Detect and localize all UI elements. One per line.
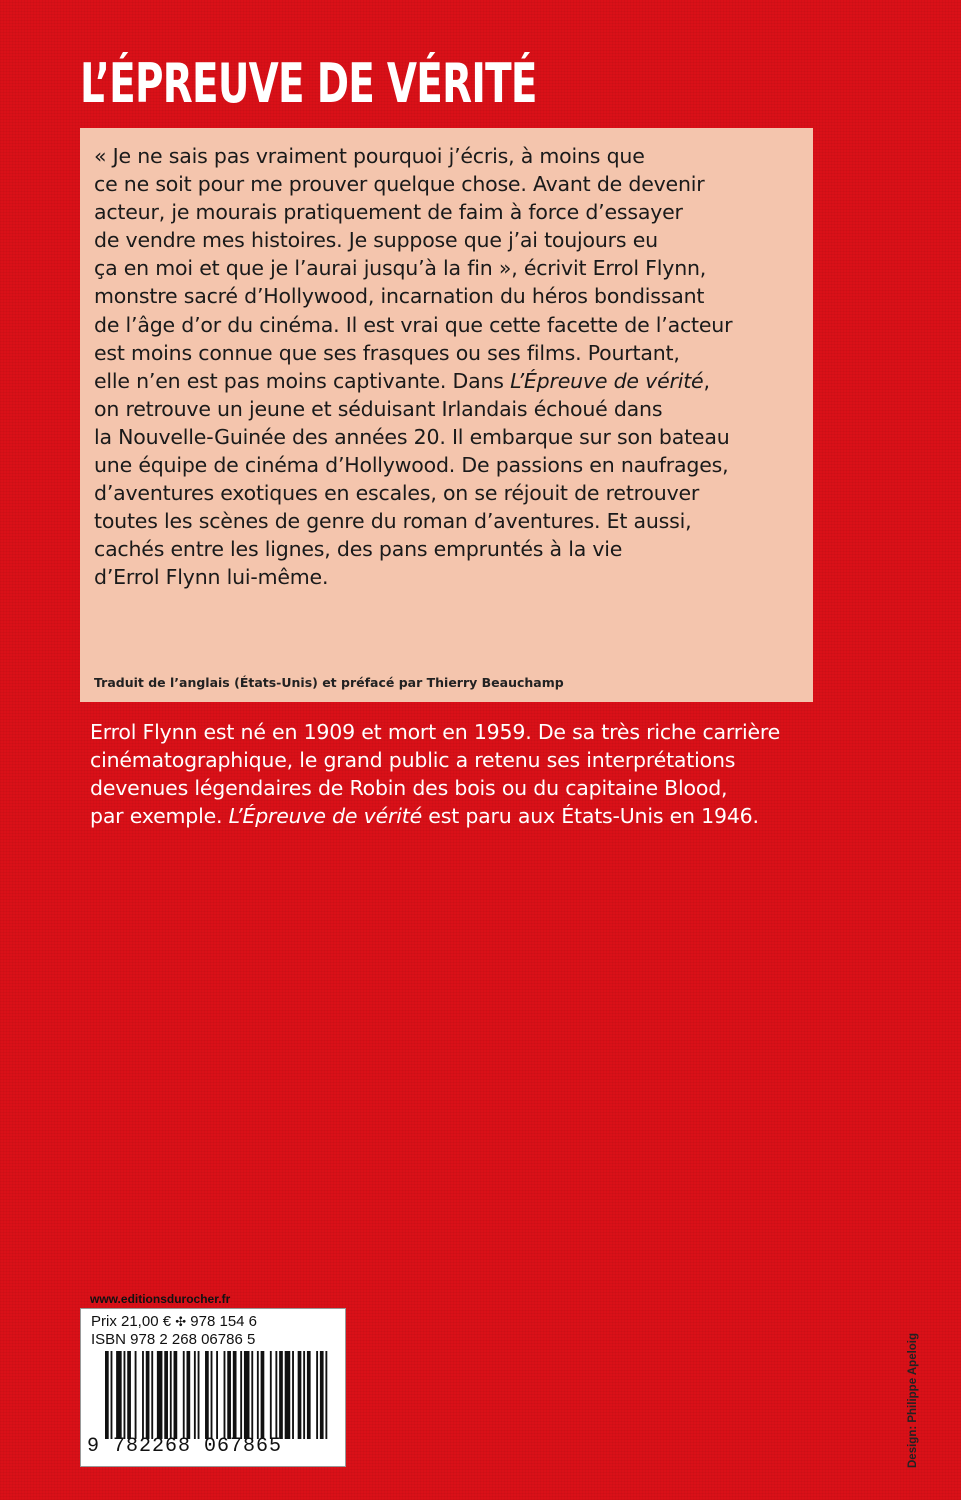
- synopsis-line: ce ne soit pour me prouver quelque chose. Avant de devenir: [94, 172, 705, 197]
- synopsis-line: de vendre mes histoires. Je suppose que j’ai toujours eu: [94, 228, 658, 253]
- translator-note: Traduit de l’anglais (États-Unis) et préfacé par Thierry Beauchamp: [94, 675, 564, 690]
- barcode-bar: [275, 1351, 277, 1439]
- synopsis-line-start: elle n’en est pas moins captivante. Dans: [94, 368, 511, 393]
- synopsis-line: acteur, je mourais pratiquement de faim à force d’essayer: [94, 200, 683, 225]
- barcode-bar: [270, 1351, 272, 1439]
- synopsis-line: « Je ne sais pas vraiment pourquoi j’écris, à moins que: [94, 144, 645, 168]
- barcode-bar: [240, 1351, 242, 1439]
- synopsis-line: toutes les scènes de genre du roman d’aventures. Et aussi,: [94, 509, 692, 534]
- barcode-bar: [127, 1351, 131, 1439]
- barcode-bar: [194, 1351, 196, 1439]
- barcode-bar: [151, 1351, 153, 1439]
- bio-line: devenues légendaires de Robin des bois ou du capitaine Blood,: [90, 776, 728, 801]
- price-code: 978 154 6: [190, 1313, 258, 1330]
- synopsis-line: on retrouve un jeune et séduisant Irlandais échoué dans: [94, 396, 663, 421]
- design-credit: Design: Philippe Apeloig: [907, 1332, 919, 1468]
- price-label: [91, 1313, 257, 1331]
- synopsis-line: cachés entre les lignes, des pans empruntés à la vie: [94, 537, 623, 562]
- barcode-bar: [298, 1351, 302, 1439]
- barcode-bar: [111, 1351, 113, 1439]
- barcode-icon: [105, 1351, 331, 1439]
- barcode-bar: [105, 1351, 109, 1439]
- barcode-bar: [224, 1351, 226, 1439]
- barcode-bar: [320, 1351, 324, 1439]
- barcode-bar: [216, 1351, 218, 1439]
- bio-line: [90, 802, 810, 830]
- isbn-label: ISBN 978 2 268 06786 5: [91, 1331, 256, 1348]
- synopsis-line: une équipe de cinéma d’Hollywood. De passions en naufrages,: [94, 453, 729, 478]
- barcode-bar: [285, 1351, 291, 1439]
- barcode-bar: [303, 1351, 305, 1439]
- bio-line: Errol Flynn est né en 1909 et mort en 1959. De sa très riche carrière: [90, 720, 781, 744]
- barcode-bar: [205, 1351, 209, 1439]
- synopsis-line: est moins connue que ses frasques ou ses films. Pourtant,: [94, 340, 680, 365]
- price-text: Prix 21,00 €: [91, 1313, 172, 1330]
- barcode-bar: [183, 1351, 185, 1439]
- bio-line-end: est paru aux États-Unis en 1946.: [421, 804, 759, 829]
- barcode-bar: [244, 1351, 250, 1439]
- publisher-website: www.editionsdurocher.fr: [90, 1292, 231, 1306]
- barcode-bar: [292, 1351, 294, 1439]
- barcode-bar: [233, 1351, 237, 1439]
- ean-digits: 9 782268 067865: [87, 1435, 283, 1458]
- bio-line-start: par exemple.: [90, 804, 229, 829]
- barcode-bar: [227, 1351, 231, 1439]
- barcode-bar: [146, 1351, 150, 1439]
- barcode-bar: [325, 1351, 327, 1439]
- barcode-bar: [261, 1351, 265, 1439]
- barcode-bar: [251, 1351, 253, 1439]
- synopsis-line: de l’âge d’or du cinéma. Il est vrai que cette facette de l’acteur: [94, 312, 733, 337]
- barcode-bar: [174, 1351, 178, 1439]
- synopsis-text: [94, 142, 806, 592]
- barcode-bar: [157, 1351, 163, 1439]
- barcode-bar: [142, 1351, 144, 1439]
- barcode-bar: [187, 1351, 191, 1439]
- barcode-bar: [307, 1351, 311, 1439]
- synopsis-line-end: ,: [703, 368, 710, 393]
- barcode-bar: [198, 1351, 200, 1439]
- barcode-bar: [279, 1351, 283, 1439]
- barcode-bar: [116, 1351, 122, 1439]
- synopsis-line: d’aventures exotiques en escales, on se réjouit de retrouver: [94, 481, 700, 506]
- synopsis-italic-title: L’Épreuve de vérité: [510, 368, 704, 393]
- barcode-bar: [257, 1351, 259, 1439]
- barcode-logo-icon: ✣: [175, 1314, 187, 1329]
- synopsis-line: [94, 367, 806, 395]
- bio-italic-title: L’Épreuve de vérité: [228, 804, 422, 829]
- synopsis-line: ça en moi et que je l’aurai jusqu’à la fin », écrivit Errol Flynn,: [94, 256, 707, 281]
- bio-line: cinématographique, le grand public a retenu ses interprétations: [90, 748, 736, 773]
- barcode-bar: [211, 1351, 213, 1439]
- barcode-bar: [124, 1351, 126, 1439]
- barcode-bar: [135, 1351, 137, 1439]
- synopsis-line: monstre sacré d’Hollywood, incarnation du héros bondissant: [94, 284, 705, 309]
- barcode-bar: [316, 1351, 318, 1439]
- barcode-box: [80, 1308, 346, 1467]
- barcode-bar: [170, 1351, 172, 1439]
- book-title: L’ÉPREUVE DE VÉRITÉ: [80, 52, 537, 115]
- author-bio: [90, 718, 810, 830]
- synopsis-line: d’Errol Flynn lui-même.: [94, 565, 329, 590]
- barcode-bar: [164, 1351, 168, 1439]
- synopsis-box: [80, 128, 813, 702]
- synopsis-line: la Nouvelle-Guinée des années 20. Il embarque sur son bateau: [94, 424, 730, 449]
